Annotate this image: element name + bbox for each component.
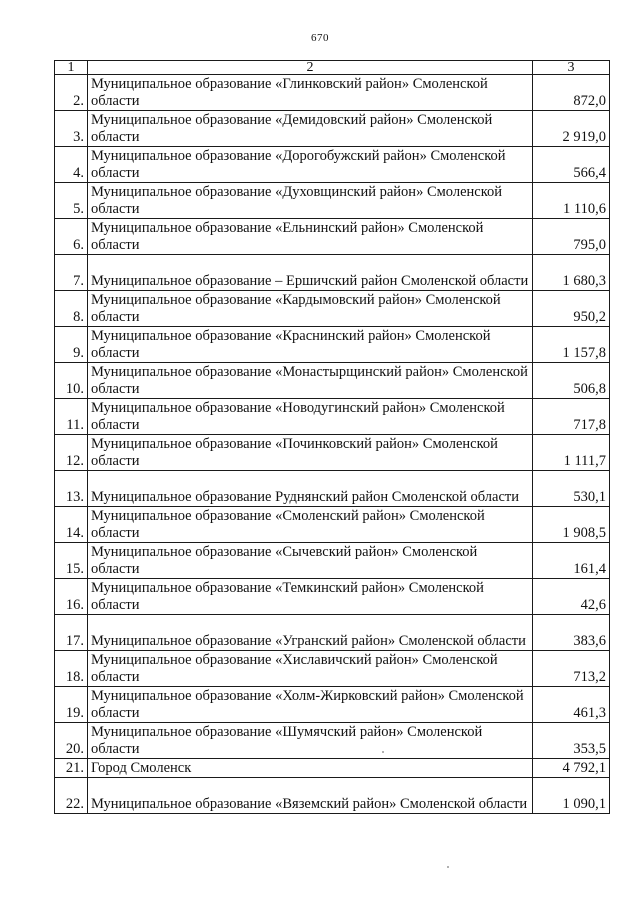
municipality-name: Муниципальное образование «Шумячский район» Смоленской области [88, 723, 533, 759]
municipality-name: Муниципальное образование «Вяземский район» Смоленской области [88, 778, 533, 814]
row-number: 6. [55, 219, 88, 255]
table-row [55, 723, 610, 759]
table-row [55, 255, 610, 291]
allocation-value: 717,8 [533, 399, 610, 435]
allocation-value: 383,6 [533, 615, 610, 651]
row-number: 15. [55, 543, 88, 579]
allocation-value: 2 919,0 [533, 111, 610, 147]
table-row [55, 471, 610, 507]
allocation-value: 1 090,1 [533, 778, 610, 814]
municipal-allocation-table [54, 60, 610, 814]
municipality-name: Муниципальное образование «Глинковский район» Смоленской области [88, 75, 533, 111]
municipality-name: Муниципальное образование «Демидовский район» Смоленской области [88, 111, 533, 147]
allocation-value: 872,0 [533, 75, 610, 111]
municipality-name: Муниципальное образование «Угранский район» Смоленской области [88, 615, 533, 651]
table-row [55, 687, 610, 723]
municipality-name: Муниципальное образование «Монастырщинский район» Смоленской области [88, 363, 533, 399]
allocation-value: 506,8 [533, 363, 610, 399]
table-row [55, 507, 610, 543]
table-header-row [55, 61, 610, 75]
row-number: 18. [55, 651, 88, 687]
municipality-name: Муниципальное образование «Холм-Жирковский район» Смоленской области [88, 687, 533, 723]
table-row [55, 399, 610, 435]
allocation-value: 795,0 [533, 219, 610, 255]
row-number: 2. [55, 75, 88, 111]
municipality-name: Муниципальное образование «Сычевский район» Смоленской области [88, 543, 533, 579]
municipality-name: Муниципальное образование «Новодугинский район» Смоленской области [88, 399, 533, 435]
row-number: 7. [55, 255, 88, 291]
table-row [55, 435, 610, 471]
page-number: 670 [311, 32, 329, 44]
table-row [55, 219, 610, 255]
scan-artifact [447, 866, 449, 868]
column-header-name: 2 [88, 61, 533, 75]
municipality-name: Муниципальное образование «Смоленский район» Смоленской области [88, 507, 533, 543]
allocation-value: 461,3 [533, 687, 610, 723]
allocation-value: 1 680,3 [533, 255, 610, 291]
row-number: 10. [55, 363, 88, 399]
table-row [55, 147, 610, 183]
table-row [55, 651, 610, 687]
municipality-name: Муниципальное образование Руднянский район Смоленской области [88, 471, 533, 507]
row-number: 12. [55, 435, 88, 471]
table-row [55, 543, 610, 579]
row-number: 17. [55, 615, 88, 651]
allocation-value: 1 908,5 [533, 507, 610, 543]
municipality-name: Муниципальное образование «Дорогобужский район» Смоленской области [88, 147, 533, 183]
row-number: 8. [55, 291, 88, 327]
allocation-value: 1 111,7 [533, 435, 610, 471]
municipality-name: Муниципальное образование «Ельнинский район» Смоленской области [88, 219, 533, 255]
row-number: 13. [55, 471, 88, 507]
table-header [55, 61, 610, 75]
municipality-name: Муниципальное образование «Темкинский район» Смоленской области [88, 579, 533, 615]
row-number: 19. [55, 687, 88, 723]
table-row [55, 363, 610, 399]
allocation-value: 713,2 [533, 651, 610, 687]
table-row [55, 327, 610, 363]
row-number: 5. [55, 183, 88, 219]
scan-artifact [382, 751, 384, 753]
allocation-value: 4 792,1 [533, 759, 610, 778]
row-number: 16. [55, 579, 88, 615]
allocation-value: 42,6 [533, 579, 610, 615]
allocation-value: 353,5 [533, 723, 610, 759]
table-row [55, 291, 610, 327]
municipality-name: Муниципальное образование «Краснинский район» Смоленской области [88, 327, 533, 363]
municipality-name: Муниципальное образование «Кардымовский район» Смоленской области [88, 291, 533, 327]
allocation-value: 530,1 [533, 471, 610, 507]
municipality-name: Муниципальное образование «Духовщинский район» Смоленской области [88, 183, 533, 219]
municipality-name: Муниципальное образование – Ершичский район Смоленской области [88, 255, 533, 291]
table-row [55, 111, 610, 147]
row-number: 20. [55, 723, 88, 759]
row-number: 3. [55, 111, 88, 147]
row-number: 22. [55, 778, 88, 814]
allocation-value: 1 110,6 [533, 183, 610, 219]
allocation-value: 161,4 [533, 543, 610, 579]
row-number: 9. [55, 327, 88, 363]
row-number: 21. [55, 759, 88, 778]
municipality-name: Муниципальное образование «Хиславичский район» Смоленской области [88, 651, 533, 687]
allocation-value: 1 157,8 [533, 327, 610, 363]
row-number: 4. [55, 147, 88, 183]
table-row [55, 778, 610, 814]
municipality-name: Город Смоленск [88, 759, 533, 778]
table-row [55, 183, 610, 219]
table-row [55, 579, 610, 615]
row-number: 11. [55, 399, 88, 435]
municipality-name: Муниципальное образование «Починковский район» Смоленской области [88, 435, 533, 471]
table-row [55, 615, 610, 651]
allocation-value: 566,4 [533, 147, 610, 183]
table-row [55, 75, 610, 111]
table-row [55, 759, 610, 778]
column-header-number: 1 [55, 61, 88, 75]
allocation-value: 950,2 [533, 291, 610, 327]
column-header-value: 3 [533, 61, 610, 75]
table-body [55, 75, 610, 814]
row-number: 14. [55, 507, 88, 543]
